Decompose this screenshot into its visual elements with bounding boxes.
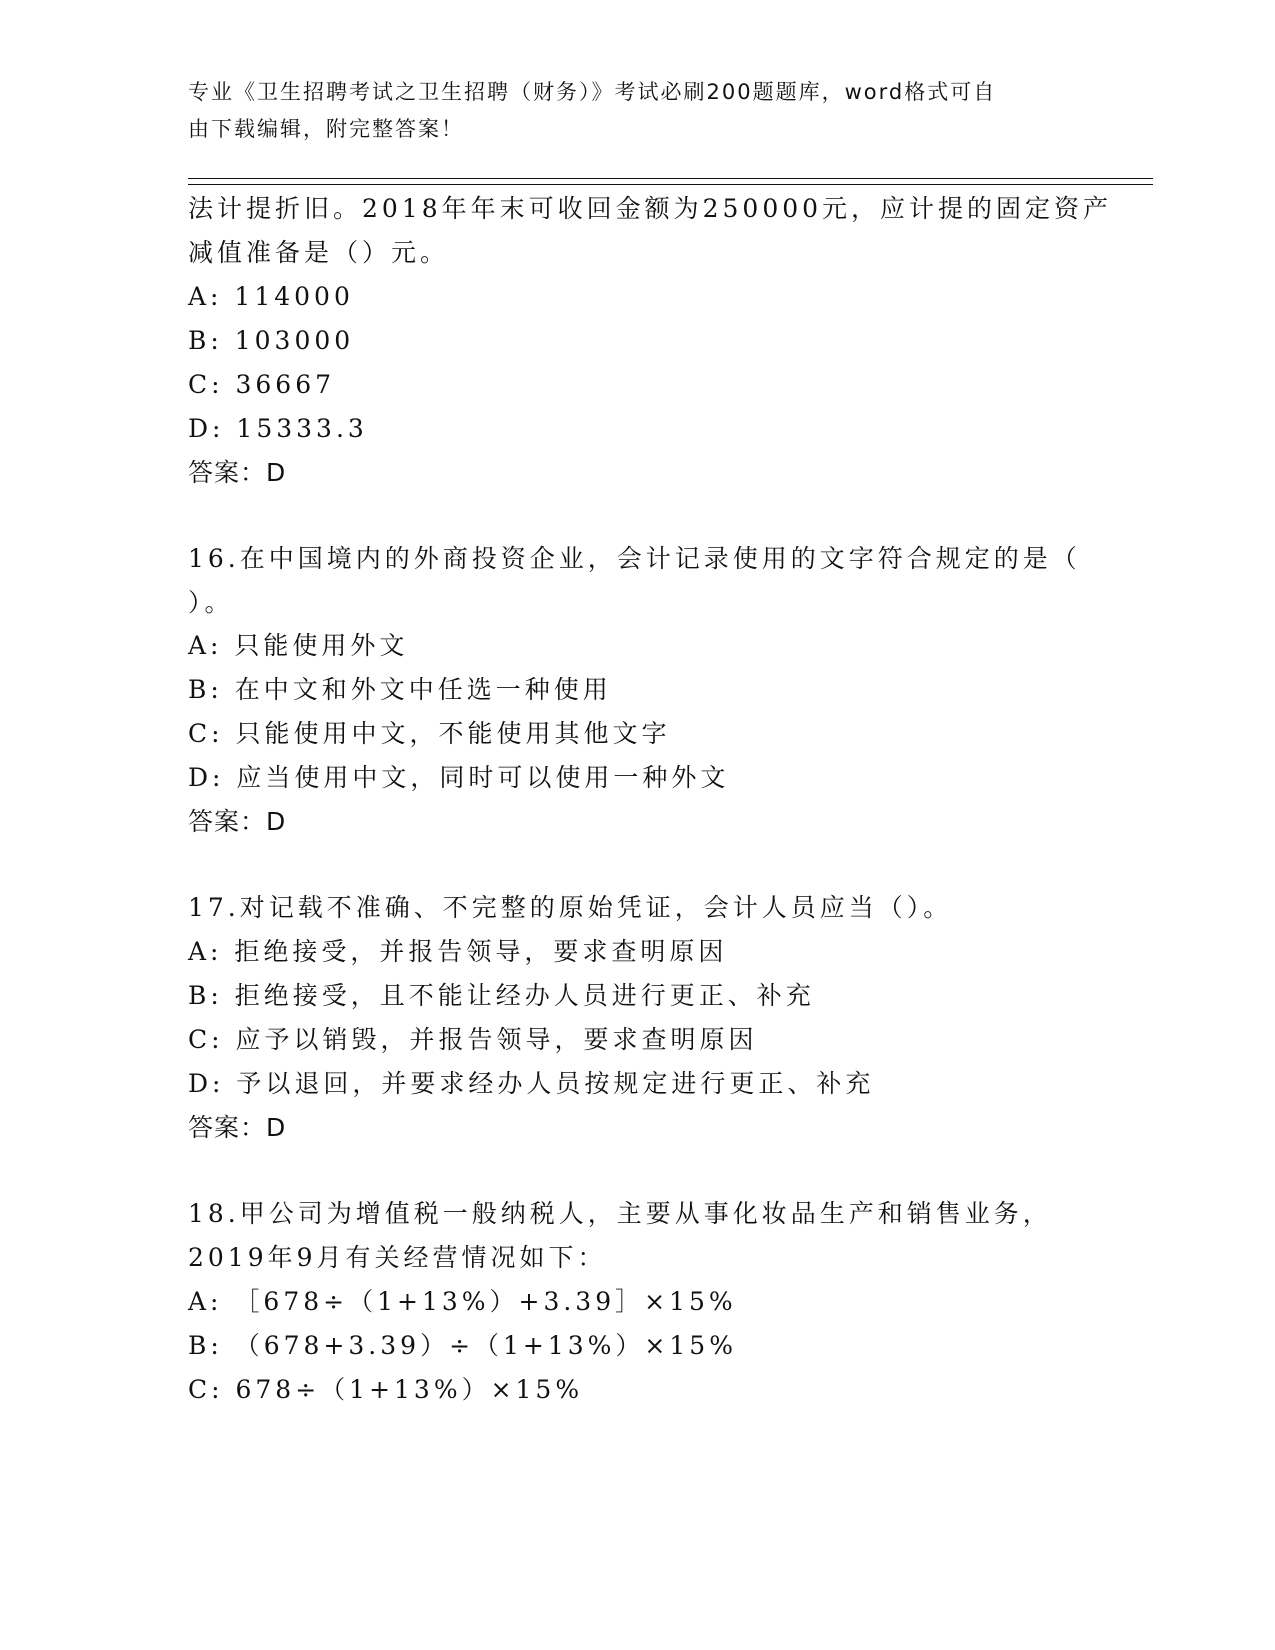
option-b: B: 在中文和外文中任选一种使用 <box>188 675 612 704</box>
header-divider-bottom <box>188 184 1153 185</box>
option-a: A: 只能使用外文 <box>188 631 409 660</box>
question-text-line: ）。 <box>188 588 234 617</box>
option-a: A: 114000 <box>188 282 354 311</box>
option-a: A: 拒绝接受，并报告领导，要求查明原因 <box>188 937 728 966</box>
question-text-line: 18.甲公司为增值税一般纳税人，主要从事化妆品生产和销售业务， <box>188 1199 1052 1228</box>
header-line-2: 由下载编辑，附完整答案！ <box>188 117 464 141</box>
question-text-line: 法计提折旧。2018年年末可收回金额为250000元，应计提的固定资产 <box>188 194 1113 223</box>
option-d: D: 予以退回，并要求经办人员按规定进行更正、补充 <box>188 1069 875 1098</box>
option-a: A: ［678÷（1+13%）+3.39］×15% <box>188 1287 737 1316</box>
option-b: B: 拒绝接受，且不能让经办人员进行更正、补充 <box>188 981 815 1010</box>
option-c: C: 36667 <box>188 370 336 399</box>
option-b: B: （678+3.39）÷（1+13%）×15% <box>188 1331 737 1360</box>
question-text-line: 减值准备是（）元。 <box>188 238 450 267</box>
header-line-1: 专业《卫生招聘考试之卫生招聘（财务）》考试必刷200题题库，word格式可自 <box>188 80 997 104</box>
option-c: C: 678÷（1+13%）×15% <box>188 1375 584 1404</box>
option-c: C: 只能使用中文，不能使用其他文字 <box>188 719 671 748</box>
option-d: D: 应当使用中文，同时可以使用一种外文 <box>188 763 730 792</box>
document-header <box>188 74 1088 148</box>
question-text-line: 17.对记载不准确、不完整的原始凭证，会计人员应当（）。 <box>188 893 953 922</box>
answer-line: 答案：D <box>188 1113 287 1142</box>
option-b: B: 103000 <box>188 326 355 355</box>
header-divider-top <box>188 178 1153 179</box>
option-c: C: 应予以销毁，并报告领导，要求查明原因 <box>188 1025 758 1054</box>
question-text-line: 16.在中国境内的外商投资企业，会计记录使用的文字符合规定的是（ <box>188 544 1081 573</box>
answer-line: 答案：D <box>188 807 287 836</box>
question-text-line: 2019年9月有关经营情况如下： <box>188 1243 607 1272</box>
answer-line: 答案：D <box>188 458 287 487</box>
option-d: D: 15333.3 <box>188 414 368 443</box>
